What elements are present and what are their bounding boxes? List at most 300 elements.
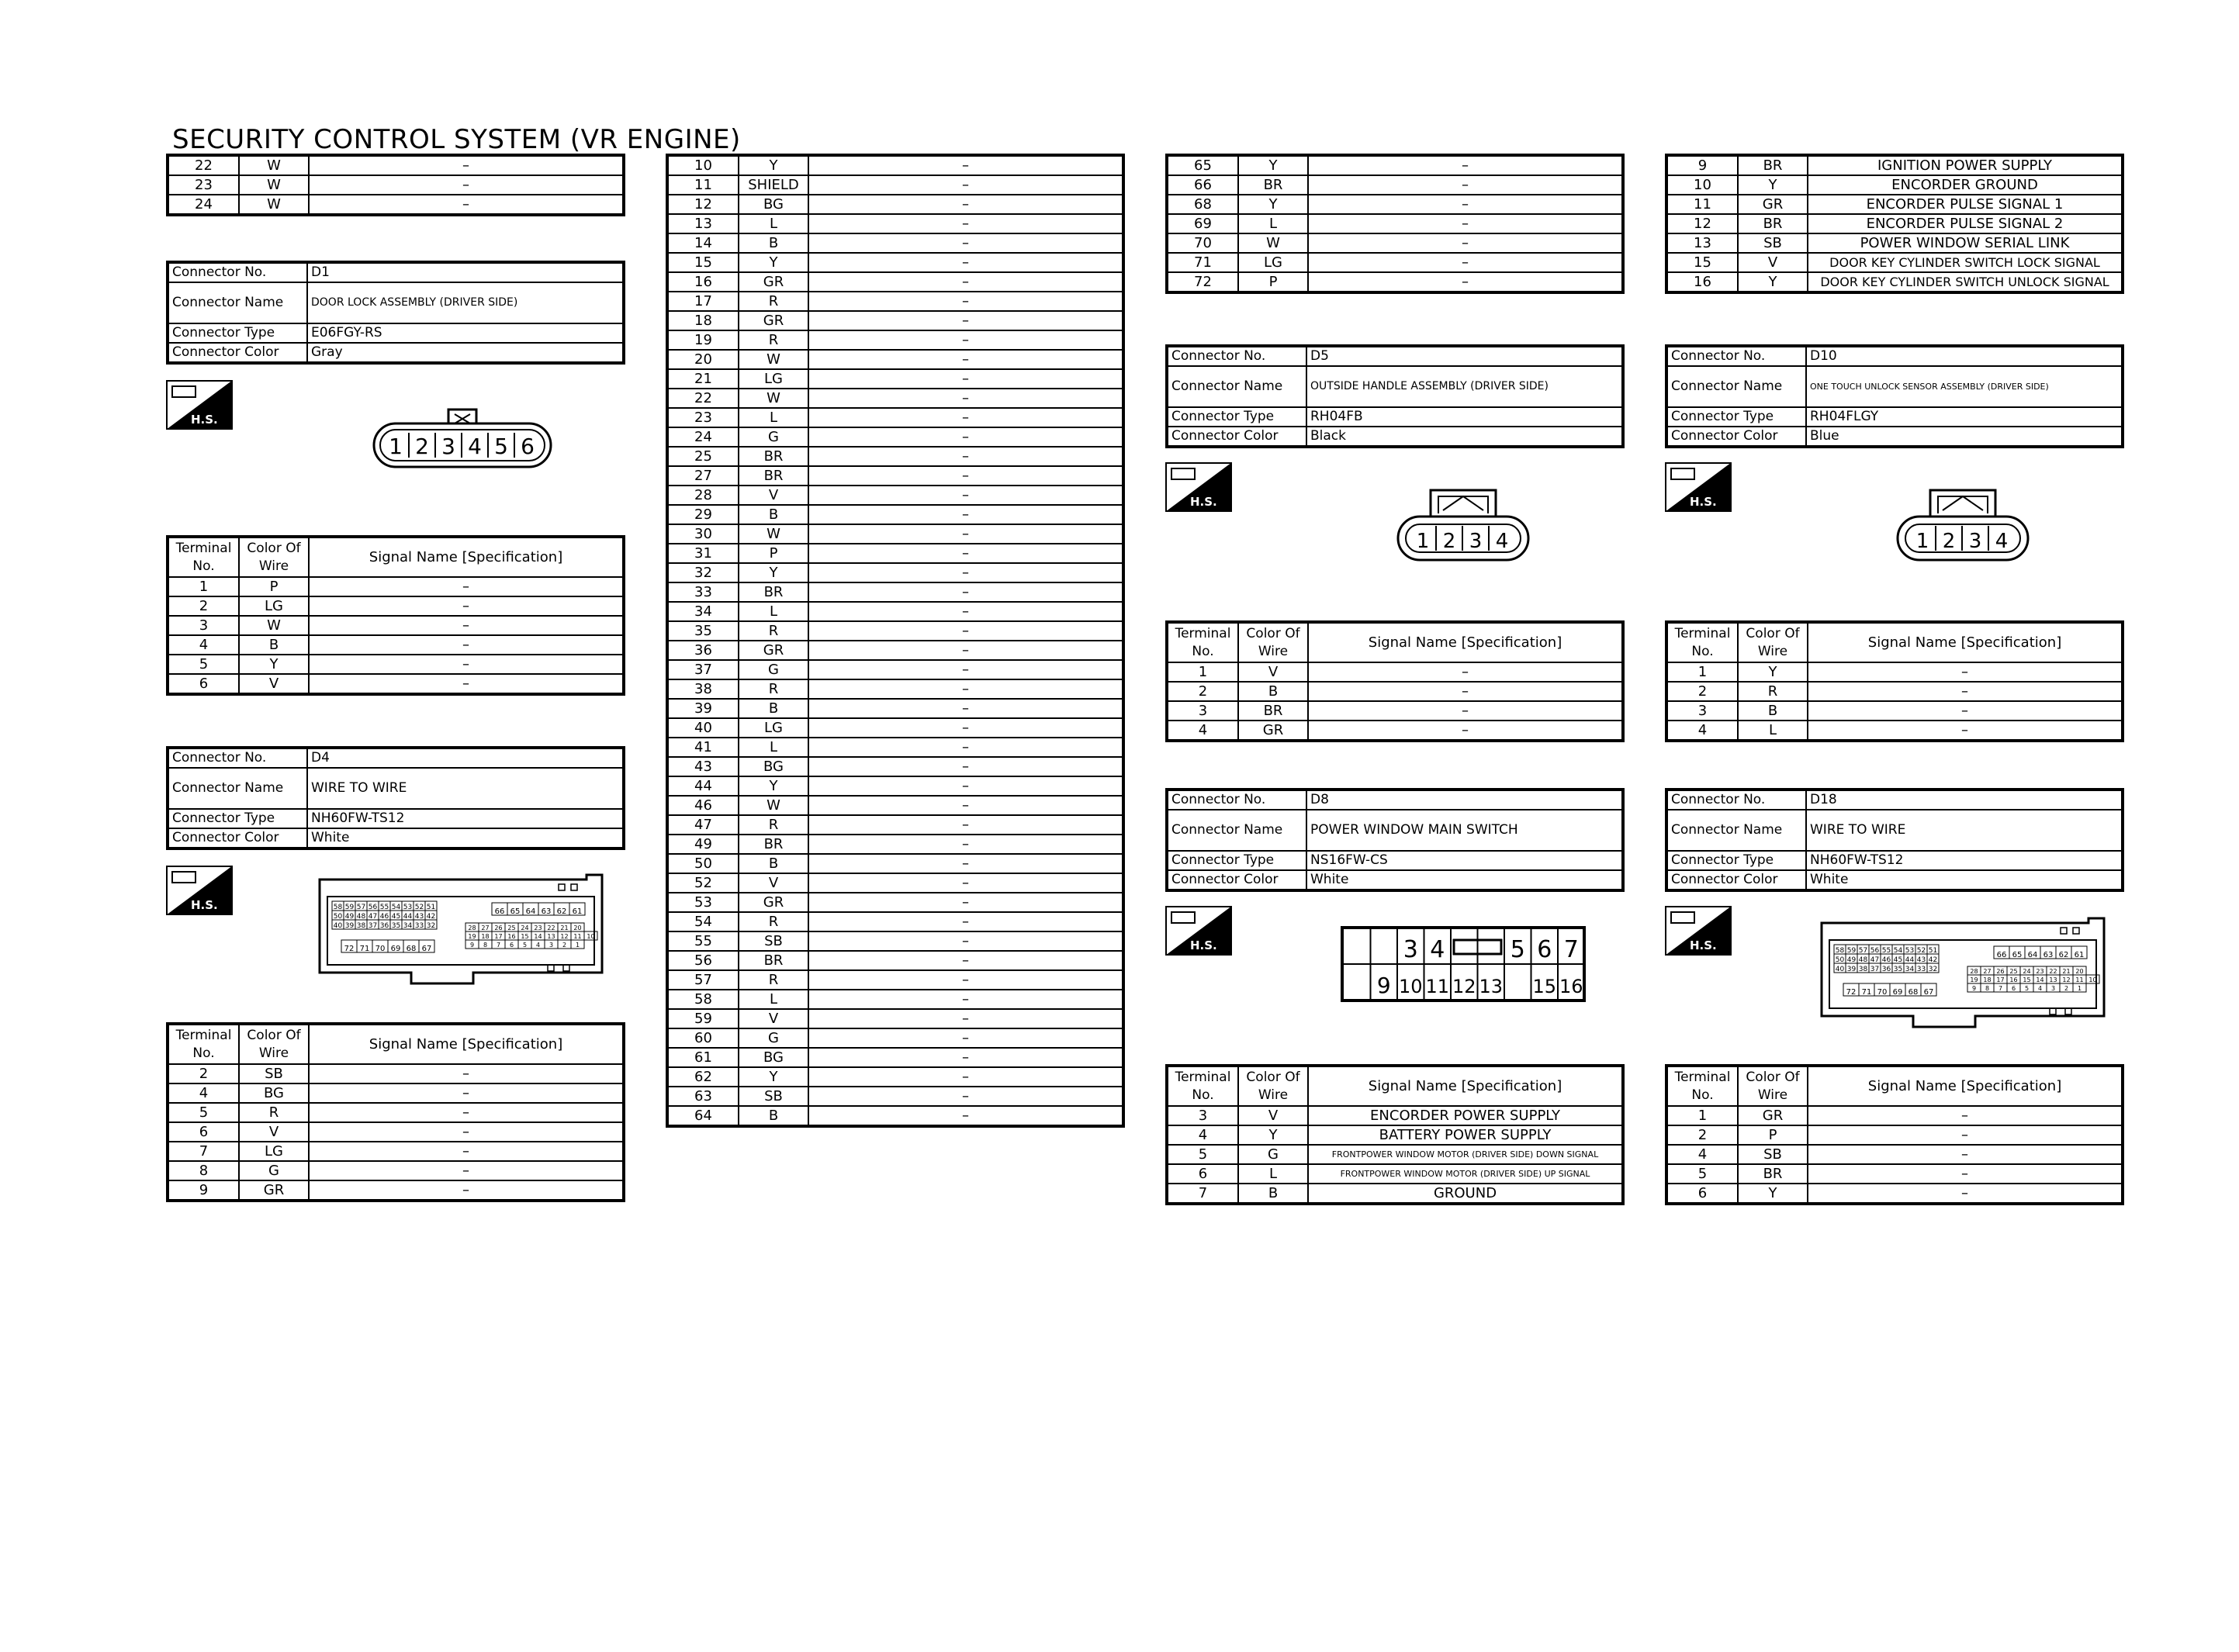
wire-color: B <box>1738 701 1808 721</box>
table-row <box>667 679 1123 699</box>
d18-terminal-table <box>1665 1064 2124 1205</box>
signal-name: – <box>808 408 1123 427</box>
label: Connector No. <box>1167 346 1306 366</box>
terminal-no: 39 <box>667 699 739 718</box>
terminal-no: 4 <box>1167 1125 1238 1145</box>
table-row <box>168 674 624 694</box>
terminal-no: 22 <box>667 389 739 408</box>
pin-label: 56 <box>1870 947 1880 955</box>
signal-name: – <box>1308 701 1623 721</box>
pin-label: 3 <box>1469 530 1483 553</box>
signal-name: – <box>808 563 1123 582</box>
pin-label: 10 <box>587 933 595 940</box>
table-row <box>1167 253 1623 272</box>
d18-color: White <box>1806 870 2123 890</box>
wire-color: GR <box>739 641 808 660</box>
d1-color: Gray <box>307 343 624 363</box>
wire-color: R <box>739 292 808 311</box>
wire-color: W <box>239 616 309 635</box>
terminal-no: 2 <box>1666 682 1738 701</box>
terminal-no: 31 <box>667 544 739 563</box>
table-row <box>667 1028 1123 1048</box>
wire-color: SB <box>239 1064 309 1083</box>
terminal-no: 21 <box>667 369 739 389</box>
terminal-no: 61 <box>667 1048 739 1067</box>
terminal-no: 10 <box>1666 175 1738 195</box>
signal-name: – <box>808 350 1123 369</box>
signal-name: – <box>808 718 1123 738</box>
table-row <box>667 854 1123 873</box>
table-row <box>667 447 1123 466</box>
table-row <box>667 1087 1123 1106</box>
terminal-no: 6 <box>168 1122 239 1142</box>
terminal-no: 16 <box>667 272 739 292</box>
pin-label: 40 <box>333 922 343 930</box>
signal-name: – <box>808 912 1123 931</box>
wire-color: SB <box>1738 1145 1808 1164</box>
pin-label: 16 <box>507 933 516 940</box>
d4-end-terminal-table <box>1165 154 1625 294</box>
terminal-no: 12 <box>667 195 739 214</box>
d8-continued-terminal-table <box>1665 154 2124 294</box>
terminal-no: 16 <box>1666 272 1738 292</box>
pin-label: 2 <box>1442 530 1456 553</box>
terminal-no: 28 <box>667 486 739 505</box>
pin-label: 34 <box>403 922 413 930</box>
table-row <box>1666 701 2123 721</box>
pin-label: 1 <box>389 434 403 459</box>
signal-name: – <box>808 330 1123 350</box>
terminal-no: 55 <box>667 931 739 951</box>
d8-connector-info <box>1165 788 1625 892</box>
label: Connector Color <box>1666 427 1806 447</box>
table-row <box>168 635 624 655</box>
terminal-header: Terminal No. <box>168 537 239 577</box>
table-row <box>1167 233 1623 253</box>
pin-label: 18 <box>481 933 490 940</box>
signal-name: – <box>808 796 1123 815</box>
terminal-no: 53 <box>667 893 739 912</box>
label: Connector No. <box>1666 790 1806 810</box>
table-row <box>667 1106 1123 1126</box>
terminal-no: 5 <box>168 1103 239 1122</box>
wire-color: B <box>739 699 808 718</box>
wire-color: W <box>739 350 808 369</box>
signal-name: – <box>808 679 1123 699</box>
svg-text:H.S.: H.S. <box>1690 495 1717 509</box>
wire-color: Y <box>739 155 808 175</box>
table-row <box>667 582 1123 602</box>
pin-label: 21 <box>2062 968 2071 975</box>
table-row <box>1167 1106 1623 1125</box>
terminal-no: 4 <box>1167 721 1238 741</box>
pin-label: 34 <box>1905 966 1915 973</box>
signal-name: – <box>808 505 1123 524</box>
pin-label: 26 <box>1996 968 2005 975</box>
table-row <box>667 1048 1123 1067</box>
signal-name: – <box>309 577 624 596</box>
terminal-no: 3 <box>1167 1106 1238 1125</box>
pin-label: 54 <box>1893 947 1903 955</box>
terminal-no: 4 <box>168 635 239 655</box>
terminal-header: Terminal No. <box>168 1024 239 1064</box>
pin-label: 39 <box>1846 966 1857 973</box>
wire-color: Y <box>1238 155 1308 175</box>
terminal-no: 3 <box>168 616 239 635</box>
label: Connector Type <box>1666 851 1806 870</box>
pin-label: 2 <box>562 942 567 949</box>
pin-label: 32 <box>1928 966 1938 973</box>
pin-label: 68 <box>1908 988 1919 997</box>
table-row <box>667 718 1123 738</box>
wire-color: GR <box>739 893 808 912</box>
table-row <box>168 1161 624 1180</box>
terminal-no: 60 <box>667 1028 739 1048</box>
d10-no: D10 <box>1806 346 2123 366</box>
signal-name: – <box>808 272 1123 292</box>
pin-label: 4 <box>2037 985 2043 992</box>
table-row <box>667 931 1123 951</box>
pin-label: 59 <box>1846 947 1857 955</box>
pin-label: 69 <box>390 945 401 953</box>
label: Connector Color <box>168 828 307 848</box>
wire-color: W <box>1238 233 1308 253</box>
table-row <box>1167 175 1623 195</box>
terminal-no: 3 <box>1167 701 1238 721</box>
table-row <box>667 427 1123 447</box>
table-row <box>1167 1125 1623 1145</box>
terminal-no: 18 <box>667 311 739 330</box>
wire-color: BR <box>739 466 808 486</box>
wire-color: B <box>239 635 309 655</box>
wire-color: BR <box>739 582 808 602</box>
d8-connector-diagram <box>1341 926 1586 1005</box>
terminal-no: 2 <box>168 596 239 616</box>
d10-connector-diagram <box>1896 482 2030 566</box>
signal-name: – <box>808 195 1123 214</box>
table-row <box>1167 155 1623 175</box>
pin-label: 13 <box>2049 976 2057 983</box>
pin-label: 8 <box>483 942 488 949</box>
wire-color: Y <box>739 563 808 582</box>
wire-color: G <box>739 427 808 447</box>
table-row <box>667 699 1123 718</box>
d18-name: WIRE TO WIRE <box>1806 810 2123 851</box>
pin-label: 58 <box>1835 947 1845 955</box>
signal-name: – <box>309 1103 624 1122</box>
d4-connector-info <box>166 746 625 850</box>
table-row <box>667 873 1123 893</box>
terminal-no: 35 <box>667 621 739 641</box>
wire-color: SHIELD <box>739 175 808 195</box>
wire-color: B <box>739 505 808 524</box>
signal-name: – <box>808 854 1123 873</box>
table-row <box>1167 214 1623 233</box>
terminal-no: 7 <box>168 1142 239 1161</box>
d10-terminal-table <box>1665 620 2124 742</box>
d4-name: WIRE TO WIRE <box>307 768 624 809</box>
pin-label: 38 <box>356 922 366 930</box>
signal-name: – <box>808 699 1123 718</box>
table-row <box>168 1083 624 1103</box>
terminal-no: 17 <box>667 292 739 311</box>
wire-color: BR <box>1738 214 1808 233</box>
wire-header: Color Of Wire <box>239 537 309 577</box>
wire-color: B <box>739 854 808 873</box>
wire-color: V <box>1238 662 1308 682</box>
pin-label: 33 <box>1916 966 1926 973</box>
pin-label: 44 <box>403 913 413 921</box>
wire-color: W <box>739 524 808 544</box>
wire-color: LG <box>739 718 808 738</box>
signal-name: – <box>309 674 624 694</box>
d5-connector-info <box>1165 344 1625 448</box>
pin-label: 10 <box>2088 976 2097 983</box>
table-row <box>1666 214 2123 233</box>
wire-color: GR <box>239 1180 309 1201</box>
pin-label: 3 <box>1403 936 1418 963</box>
wire-header: Color Of Wire <box>1738 1066 1808 1106</box>
terminal-no: 1 <box>1666 662 1738 682</box>
terminal-no: 11 <box>667 175 739 195</box>
terminal-no: 4 <box>168 1083 239 1103</box>
terminal-no: 11 <box>1666 195 1738 214</box>
d8-terminal-table <box>1165 1064 1625 1205</box>
pin-label: 1 <box>575 942 580 949</box>
table-row <box>168 195 624 215</box>
d8-color: White <box>1306 870 1623 890</box>
wire-color: R <box>739 912 808 931</box>
pin-label: 57 <box>356 904 366 911</box>
table-row <box>667 505 1123 524</box>
wire-header: Color Of Wire <box>239 1024 309 1064</box>
table-row <box>667 350 1123 369</box>
terminal-no: 22 <box>168 155 239 175</box>
page-title: SECURITY CONTROL SYSTEM (VR ENGINE) <box>172 124 741 155</box>
d5-type: RH04FB <box>1306 407 1623 427</box>
pin-label: 27 <box>481 924 490 931</box>
signal-name: DOOR KEY CYLINDER SWITCH UNLOCK SIGNAL <box>1808 272 2123 292</box>
pin-label: 27 <box>1983 968 1992 975</box>
terminal-no: 6 <box>1167 1164 1238 1184</box>
signal-name: – <box>808 757 1123 776</box>
pin-label: 52 <box>1916 947 1926 955</box>
pin-label: 63 <box>2043 951 2054 959</box>
terminal-no: 1 <box>1167 662 1238 682</box>
signal-name: – <box>309 635 624 655</box>
terminal-header: Terminal No. <box>1666 622 1738 662</box>
pin-label: 2 <box>2064 985 2069 992</box>
pin-label: 49 <box>344 913 355 921</box>
wire-color: W <box>239 155 309 175</box>
label: Connector Name <box>1167 810 1306 851</box>
signal-name: – <box>1808 1106 2123 1125</box>
terminal-no: 43 <box>667 757 739 776</box>
d18-connector-diagram <box>1820 917 2107 1032</box>
pin-label: 22 <box>2049 968 2057 975</box>
terminal-no: 69 <box>1167 214 1238 233</box>
wire-color: Y <box>739 1067 808 1087</box>
signal-name: – <box>808 369 1123 389</box>
table-row <box>1167 701 1623 721</box>
terminal-no: 3 <box>1666 701 1738 721</box>
d1-no: D1 <box>307 262 624 282</box>
table-row <box>667 796 1123 815</box>
pin-label: 38 <box>1858 966 1868 973</box>
signal-name: – <box>1808 1125 2123 1145</box>
table-row <box>667 660 1123 679</box>
signal-name: – <box>309 616 624 635</box>
wire-color: GR <box>739 272 808 292</box>
wire-color: BG <box>739 1048 808 1067</box>
svg-text:H.S.: H.S. <box>191 898 218 912</box>
terminal-no: 25 <box>667 447 739 466</box>
wire-header: Color Of Wire <box>1238 1066 1308 1106</box>
pin-label: 20 <box>2075 968 2084 975</box>
table-row <box>667 544 1123 563</box>
signal-name: – <box>1808 1184 2123 1204</box>
pin-label: 48 <box>1858 956 1868 964</box>
signal-name: – <box>808 311 1123 330</box>
pin-label: 36 <box>1881 966 1891 973</box>
signal-name: – <box>808 602 1123 621</box>
pin-label: 44 <box>1905 956 1915 964</box>
pin-label: 39 <box>344 922 355 930</box>
pin-label: 50 <box>333 913 343 921</box>
table-row <box>168 155 624 175</box>
wire-color: B <box>739 1106 808 1126</box>
pin-label: 3 <box>549 942 554 949</box>
pin-label: 10 <box>1398 976 1423 997</box>
pin-label: 45 <box>1893 956 1903 964</box>
wire-color: GR <box>1738 195 1808 214</box>
terminal-no: 71 <box>1167 253 1238 272</box>
wire-color: W <box>739 796 808 815</box>
terminal-no: 38 <box>667 679 739 699</box>
pin-label: 24 <box>521 924 529 931</box>
d4-type: NH60FW-TS12 <box>307 809 624 828</box>
wire-color: SB <box>739 1087 808 1106</box>
pin-label: 37 <box>1870 966 1880 973</box>
table-row <box>1167 1164 1623 1184</box>
table-row <box>667 893 1123 912</box>
wire-color: R <box>239 1103 309 1122</box>
d-prev-terminal-table <box>166 154 625 216</box>
signal-name: GROUND <box>1308 1184 1623 1204</box>
pin-label: 21 <box>560 924 569 931</box>
terminal-no: 30 <box>667 524 739 544</box>
signal-name: – <box>309 1083 624 1103</box>
pin-label: 61 <box>572 907 583 916</box>
terminal-no: 23 <box>667 408 739 427</box>
wire-color: Y <box>239 655 309 674</box>
terminal-no: 23 <box>168 175 239 195</box>
pin-label: 58 <box>333 904 343 911</box>
signal-name: – <box>808 1067 1123 1087</box>
terminal-header: Terminal No. <box>1167 622 1238 662</box>
pin-label: 7 <box>496 942 501 949</box>
pin-label: 5 <box>522 942 528 949</box>
pin-label: 40 <box>1835 966 1845 973</box>
pin-label: 37 <box>368 922 378 930</box>
table-row <box>168 1064 624 1083</box>
pin-label: 4 <box>1495 530 1509 553</box>
signal-name: – <box>1308 721 1623 741</box>
wire-color: V <box>239 674 309 694</box>
signal-name: – <box>309 195 624 215</box>
table-row <box>667 486 1123 505</box>
signal-name: FRONTPOWER WINDOW MOTOR (DRIVER SIDE) UP SIGNAL <box>1308 1164 1623 1184</box>
wire-color: BR <box>739 951 808 970</box>
pin-label: 9 <box>1376 973 1391 998</box>
table-row <box>667 815 1123 835</box>
signal-name: – <box>808 389 1123 408</box>
pin-label: 55 <box>379 904 389 911</box>
table-row <box>1167 1184 1623 1204</box>
terminal-no: 56 <box>667 951 739 970</box>
label: Connector Type <box>1666 407 1806 427</box>
wire-color: Y <box>739 776 808 796</box>
terminal-no: 5 <box>168 655 239 674</box>
d4-no: D4 <box>307 748 624 768</box>
pin-label: 12 <box>2062 976 2071 983</box>
hs-icon <box>1665 906 1732 959</box>
signal-name: – <box>808 990 1123 1009</box>
d5-color: Black <box>1306 427 1623 447</box>
signal-name: – <box>808 524 1123 544</box>
pin-label: 5 <box>1510 936 1525 963</box>
pin-label: 22 <box>547 924 555 931</box>
wire-header: Color Of Wire <box>1738 622 1808 662</box>
label: Connector No. <box>1167 790 1306 810</box>
pin-label: 55 <box>1881 947 1891 955</box>
pin-label: 13 <box>1479 976 1504 997</box>
terminal-no: 9 <box>168 1180 239 1201</box>
wire-color: G <box>739 1028 808 1048</box>
wire-color: BR <box>1238 175 1308 195</box>
table-row <box>1167 272 1623 292</box>
wire-color: R <box>739 815 808 835</box>
table-row <box>168 655 624 674</box>
pin-label: 69 <box>1892 988 1903 997</box>
terminal-no: 36 <box>667 641 739 660</box>
table-row <box>168 1180 624 1201</box>
pin-label: 51 <box>1928 947 1938 955</box>
table-row <box>667 214 1123 233</box>
d18-type: NH60FW-TS12 <box>1806 851 2123 870</box>
pin-label: 36 <box>379 922 389 930</box>
wire-color: P <box>239 577 309 596</box>
wire-color: Y <box>1238 1125 1308 1145</box>
pin-label: 72 <box>344 945 355 953</box>
pin-label: 33 <box>414 922 424 930</box>
wire-color: BR <box>1238 701 1308 721</box>
terminal-no: 8 <box>168 1161 239 1180</box>
terminal-no: 50 <box>667 854 739 873</box>
signal-name: ENCORDER GROUND <box>1808 175 2123 195</box>
pin-label: 6 <box>521 434 535 459</box>
table-row <box>667 466 1123 486</box>
signal-name: – <box>808 1028 1123 1048</box>
wire-color: R <box>739 621 808 641</box>
wire-color: LG <box>239 1142 309 1161</box>
d1-type: E06FGY-RS <box>307 323 624 343</box>
label: Connector No. <box>168 262 307 282</box>
signal-name: – <box>808 951 1123 970</box>
pin-label: 56 <box>368 904 378 911</box>
pin-label: 1 <box>1416 530 1430 553</box>
terminal-header: Terminal No. <box>1666 1066 1738 1106</box>
